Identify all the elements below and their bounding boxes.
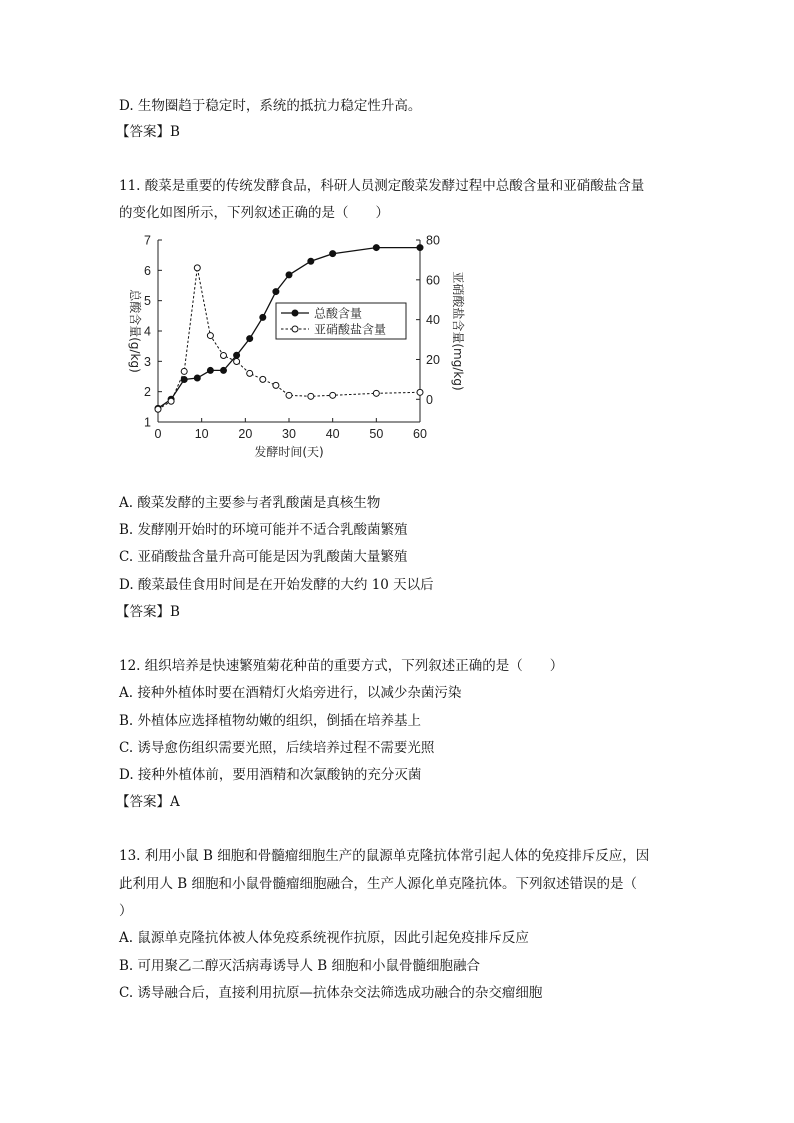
- series-2-point: [373, 390, 379, 396]
- q10-answer: 【答案】B: [116, 124, 180, 140]
- series-1-point: [207, 367, 213, 373]
- series-2-point: [286, 392, 292, 398]
- q12-answer: 【答案】A: [116, 794, 180, 810]
- y-left-tick-label: 6: [144, 263, 151, 278]
- legend-swatch-marker: [292, 310, 298, 316]
- series-2-point: [234, 358, 240, 364]
- q10-option-d: D. 生物圈趋于稳定时，系统的抵抗力稳定性升高。: [119, 98, 422, 114]
- x-tick-label: 60: [413, 427, 427, 441]
- chart-svg: [119, 229, 465, 461]
- series-2-point: [168, 398, 174, 404]
- series-1-point: [247, 336, 253, 342]
- q11-stem-line2: 的变化如图所示，下列叙述正确的是（ ）: [119, 205, 389, 221]
- legend-label: 亚硝酸盐含量: [314, 322, 387, 337]
- series-1-point: [417, 245, 423, 251]
- q13-stem-line1: 13. 利用小鼠 B 细胞和骨髓瘤细胞生产的鼠源单克隆抗体常引起人体的免疫排斥反应，因: [119, 848, 650, 864]
- series-2-point: [330, 392, 336, 398]
- legend-label: 总酸含量: [314, 306, 363, 321]
- series-2-point: [155, 406, 161, 412]
- series-1-point: [273, 289, 279, 295]
- series-1-point: [330, 251, 336, 257]
- series-1-point: [221, 367, 227, 373]
- y-right-tick-label: 60: [426, 273, 440, 288]
- legend-swatch-marker: [292, 326, 298, 332]
- q12-option-b: B. 外植体应选择植物幼嫩的组织，倒插在培养基上: [119, 713, 422, 729]
- y-left-tick-label: 4: [144, 324, 151, 339]
- series-1-point: [234, 352, 240, 358]
- y-right-axis-label: 亚硝酸盐含量(mg/kg): [451, 271, 465, 391]
- q11-answer: 【答案】B: [116, 604, 180, 620]
- q12-option-d: D. 接种外植体前，要用酒精和次氯酸钠的充分灭菌: [119, 767, 422, 783]
- y-left-tick-label: 1: [144, 415, 151, 430]
- series-2-point: [207, 333, 213, 339]
- q13-option-a: A. 鼠源单克隆抗体被人体免疫系统视作抗原，因此引起免疫排斥反应: [119, 930, 529, 946]
- series-1-point: [286, 272, 292, 278]
- series-2-point: [247, 370, 253, 376]
- series-2-point: [417, 389, 423, 395]
- q12-option-c: C. 诱导愈伤组织需要光照，后续培养过程不需要光照: [119, 740, 435, 756]
- y-left-tick-label: 7: [144, 233, 151, 248]
- series-1-point: [373, 245, 379, 251]
- series-2-point: [273, 382, 279, 388]
- x-axis-label: 发酵时间(天): [254, 445, 324, 459]
- x-tick-label: 40: [325, 427, 340, 441]
- q13-stem-line2: 此利用人 B 细胞和小鼠骨髓瘤细胞融合，生产人源化单克隆抗体。下列叙述错误的是（: [119, 876, 638, 892]
- series-1-point: [308, 258, 314, 264]
- x-tick-label: 30: [282, 427, 296, 441]
- y-left-axis-label: 总酸含量(g/kg): [128, 289, 142, 373]
- q13-stem-line3: ）: [119, 903, 133, 919]
- series-2-point: [308, 393, 314, 399]
- q11-option-a: A. 酸菜发酵的主要参与者乳酸菌是真核生物: [119, 495, 381, 511]
- q11-stem-line1: 11. 酸菜是重要的传统发酵食品，科研人员测定酸菜发酵过程中总酸含量和亚硝酸盐含量: [119, 178, 645, 194]
- y-right-tick-label: 40: [426, 313, 440, 328]
- y-right-tick-label: 0: [426, 392, 433, 407]
- x-tick-label: 10: [194, 427, 209, 441]
- y-right-tick-label: 80: [426, 233, 440, 248]
- x-tick-label: 0: [154, 427, 162, 441]
- series-2-point: [181, 368, 187, 374]
- series-2-point: [194, 265, 200, 271]
- q11-option-d: D. 酸菜最佳食用时间是在开始发酵的大约 10 天以后: [119, 577, 434, 593]
- fermentation-chart: [119, 229, 465, 461]
- y-right-tick-label: 20: [426, 352, 440, 367]
- series-1-point: [260, 314, 266, 320]
- q13-option-b: B. 可用聚乙二醇灭活病毒诱导人 B 细胞和小鼠骨髓细胞融合: [119, 958, 481, 974]
- x-tick-label: 20: [238, 427, 253, 441]
- series-2-point: [221, 352, 227, 358]
- q12-stem: 12. 组织培养是快速繁殖菊花种苗的重要方式，下列叙述正确的是（ ）: [119, 658, 564, 674]
- series-2-point: [260, 376, 266, 382]
- y-left-tick-label: 2: [144, 385, 151, 400]
- y-left-tick-label: 5: [144, 294, 151, 309]
- q12-option-a: A. 接种外植体时要在酒精灯火焰旁进行，以减少杂菌污染: [119, 685, 462, 701]
- x-tick-label: 50: [369, 427, 384, 441]
- q13-option-c: C. 诱导融合后，直接利用抗原—抗体杂交法筛选成功融合的杂交瘤细胞: [119, 985, 543, 1001]
- q11-option-b: B. 发酵刚开始时的环境可能并不适合乳酸菌繁殖: [119, 522, 408, 538]
- series-1-point: [194, 375, 200, 381]
- q11-option-c: C. 亚硝酸盐含量升高可能是因为乳酸菌大量繁殖: [119, 549, 408, 565]
- y-left-tick-label: 3: [144, 354, 151, 369]
